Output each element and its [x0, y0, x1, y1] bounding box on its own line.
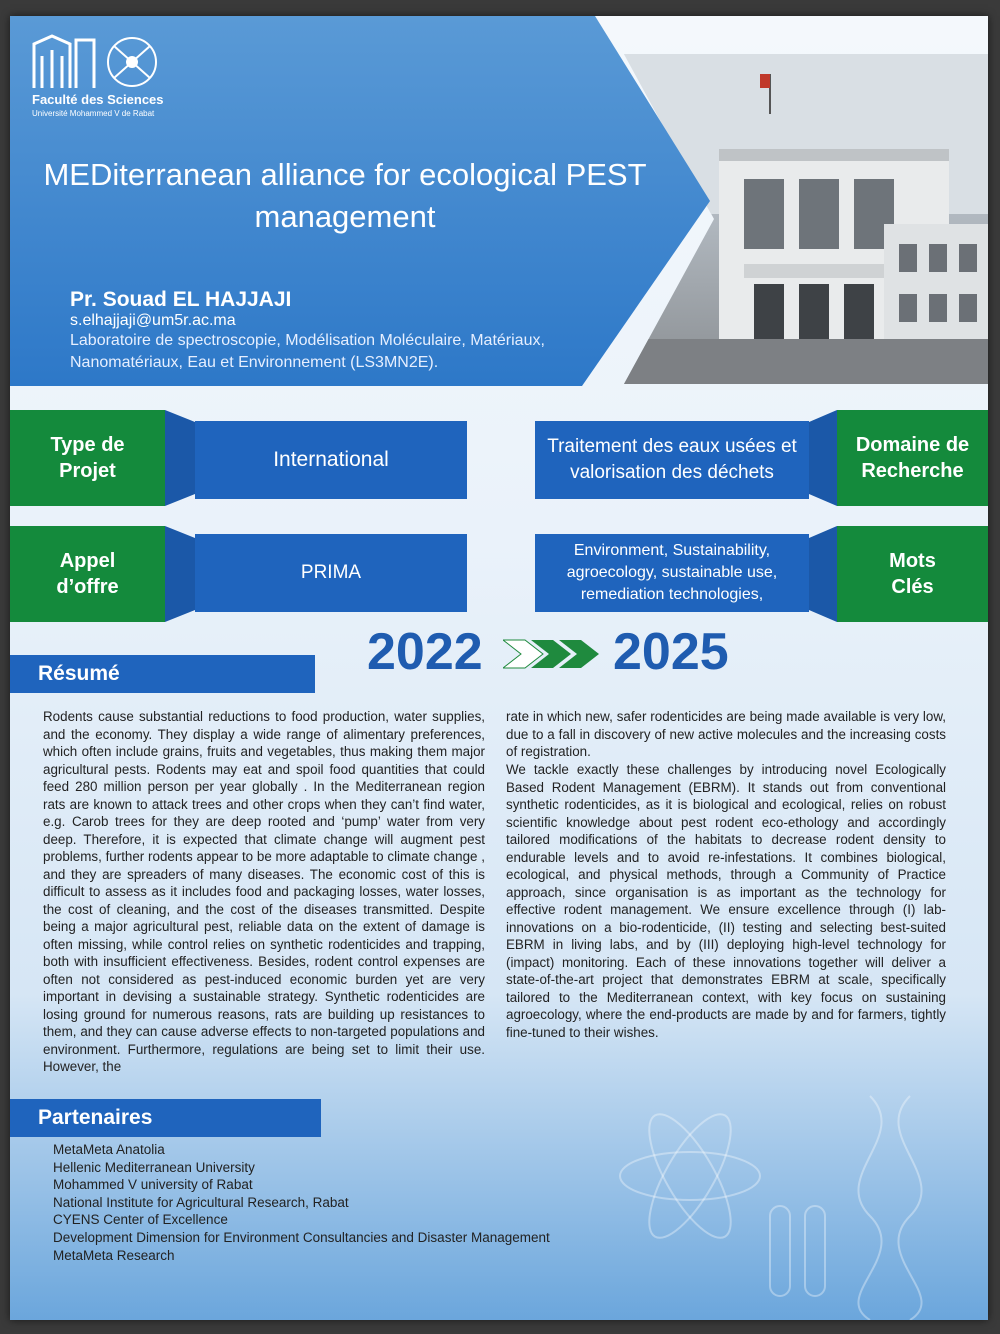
resume-right-paragraph-2: We tackle exactly these challenges by introducing novel Ecologically Based Rodent Management (EBRM). It stands out from conventional synthetic rodenticides, as it is biological and ecological, relies on robust scientific knowledge about pest rodent eco-ethology and accordingly tailored modifications of the habitats to decrease rodent density to endurable levels and to avoid re-infestations. It combines biological, ecological, and physical methods, through a Community of Practice approach, since organisation is as important as the technology for effective rodent management. We ensure excellence through (I) lab-innovations on a bio-rodenticide, (II) testing and selecting best-suited EBRM in living labs, and by (III) deploying high-level technology for (impact) monitoring. Each of these innovations together will deliver a state-of-the-art project that demonstrates EBRM at scale, specifically tailored to the Mediterranean context, with key focus on sustaining agroecology, where the end-products are made by and for farmers, tightly fine-tuned to their wishes.	[506, 762, 946, 1040]
mots-cles-value: Environment, Sustainability, agroecology, sustainable use, remediation technologies,	[566, 542, 778, 603]
type-projet-value-box	[195, 421, 467, 499]
partner-item: Development Dimension for Environment Consultancies and Disaster Management	[53, 1229, 550, 1245]
partner-item: CYENS Center of Excellence	[53, 1212, 228, 1228]
logo-university-name: Université Mohammed V de Rabat	[32, 109, 155, 118]
mots-cles-value-box	[535, 534, 809, 612]
domaine-label-text: Domaine de Recherche	[855, 434, 970, 482]
appel-offre-connector	[165, 526, 195, 622]
partner-item: MetaMeta Anatolia	[53, 1142, 165, 1157]
start-year: 2022	[367, 623, 483, 681]
partenaires-heading: Partenaires	[38, 1106, 153, 1129]
domaine-value: Traitement des eaux usées et valorisation des déchets	[547, 436, 797, 483]
appel-offre-label	[10, 526, 165, 622]
author-email[interactable]: s.elhajjaji@um5r.ac.ma	[70, 312, 236, 329]
partner-item: MetaMeta Research	[53, 1247, 175, 1263]
partner-item: Mohammed V university of Rabat	[53, 1177, 253, 1193]
partenaires-heading-bar	[10, 1099, 321, 1137]
resume-left-column: Rodents cause substantial reductions to food production, water supplies, and the economy. They display a wide range of alimentary preferences, which often include grains, fruits and vegetables, thus making them major agricultural pests. Rodents may eat and spoil food quantities that could feed 280 million person per year globally . In the Mediterranean region rats are known to attack trees and other crops when they can’t find water, e.g. Carob trees for they are deep rooted and ‘pump’ water from very deep. Therefore, it is expected that climate change will augment pest problems, further rodents appear to be more adaptable to climate change , and they are spreaders of many diseases. The economic cost of this is difficult to assess as it includes food and packaging losses, water losses, the cost of cleaning, and the cost of the diseases transmitted. Despite being a major agricultural pest, reliable data on the extent of damage is often missing, while control relies on synthetic rodenticides and trapping, both with insufficient effectiveness. Besides, rodent control expenses are often not considered as pest-induced economic burden yet are very important in devising a sustainable strategy. Synthetic rodenticides are losing ground for numerous reasons, rats are building up resistances to them, and they can cause adverse effects to non-targeted populations and environment. Furthermore, regulations are being set to limit their use. However, the	[43, 709, 485, 1074]
logo-faculty-name: Faculté des Sciences	[32, 92, 164, 107]
resume-right-paragraph-1: rate in which new, safer rodenticides are being made available is very low, due to a fall in discovery of new active molecules and the increasing costs of registration.	[506, 709, 946, 759]
laboratory-name: Laboratoire de spectroscopie, Modélisation Moléculaire, Matériaux, Nanomatériaux, Eau et Environnement (LS3MN2E).	[70, 332, 545, 371]
partner-item: National Institute for Agricultural Research, Rabat	[53, 1194, 349, 1210]
domaine-connector	[809, 410, 837, 506]
appel-offre-label-text: Appel d’offre	[56, 550, 119, 598]
author-name: Pr. Souad EL HAJJAJI	[70, 288, 292, 311]
project-period	[365, 622, 765, 682]
mots-cles-connector	[809, 526, 837, 622]
type-projet-value: International	[273, 448, 389, 471]
mots-cles-label	[837, 526, 988, 622]
type-projet-connector	[165, 410, 195, 506]
type-projet-label-text: Type de Projet	[50, 434, 125, 482]
resume-heading: Résumé	[38, 662, 120, 685]
faculty-logo	[32, 34, 172, 124]
faculty-emblem-icon	[32, 34, 162, 90]
partner-item: Hellenic Mediterranean University	[53, 1159, 255, 1175]
type-projet-label	[10, 410, 165, 506]
end-year: 2025	[613, 623, 729, 681]
project-title: MEDiterranean alliance for ecological PEST management	[43, 157, 647, 234]
poster	[10, 16, 988, 1320]
appel-offre-value: PRIMA	[300, 562, 362, 583]
mots-cles-label-text: Mots Clés	[889, 550, 936, 598]
double-chevron-arrow-icon	[503, 634, 603, 674]
partners-list	[53, 1141, 550, 1264]
domaine-label	[837, 410, 988, 506]
resume-heading-bar	[10, 655, 315, 693]
domaine-value-box	[535, 421, 809, 499]
science-background-icon	[570, 1056, 988, 1320]
appel-offre-value-box	[195, 534, 467, 612]
